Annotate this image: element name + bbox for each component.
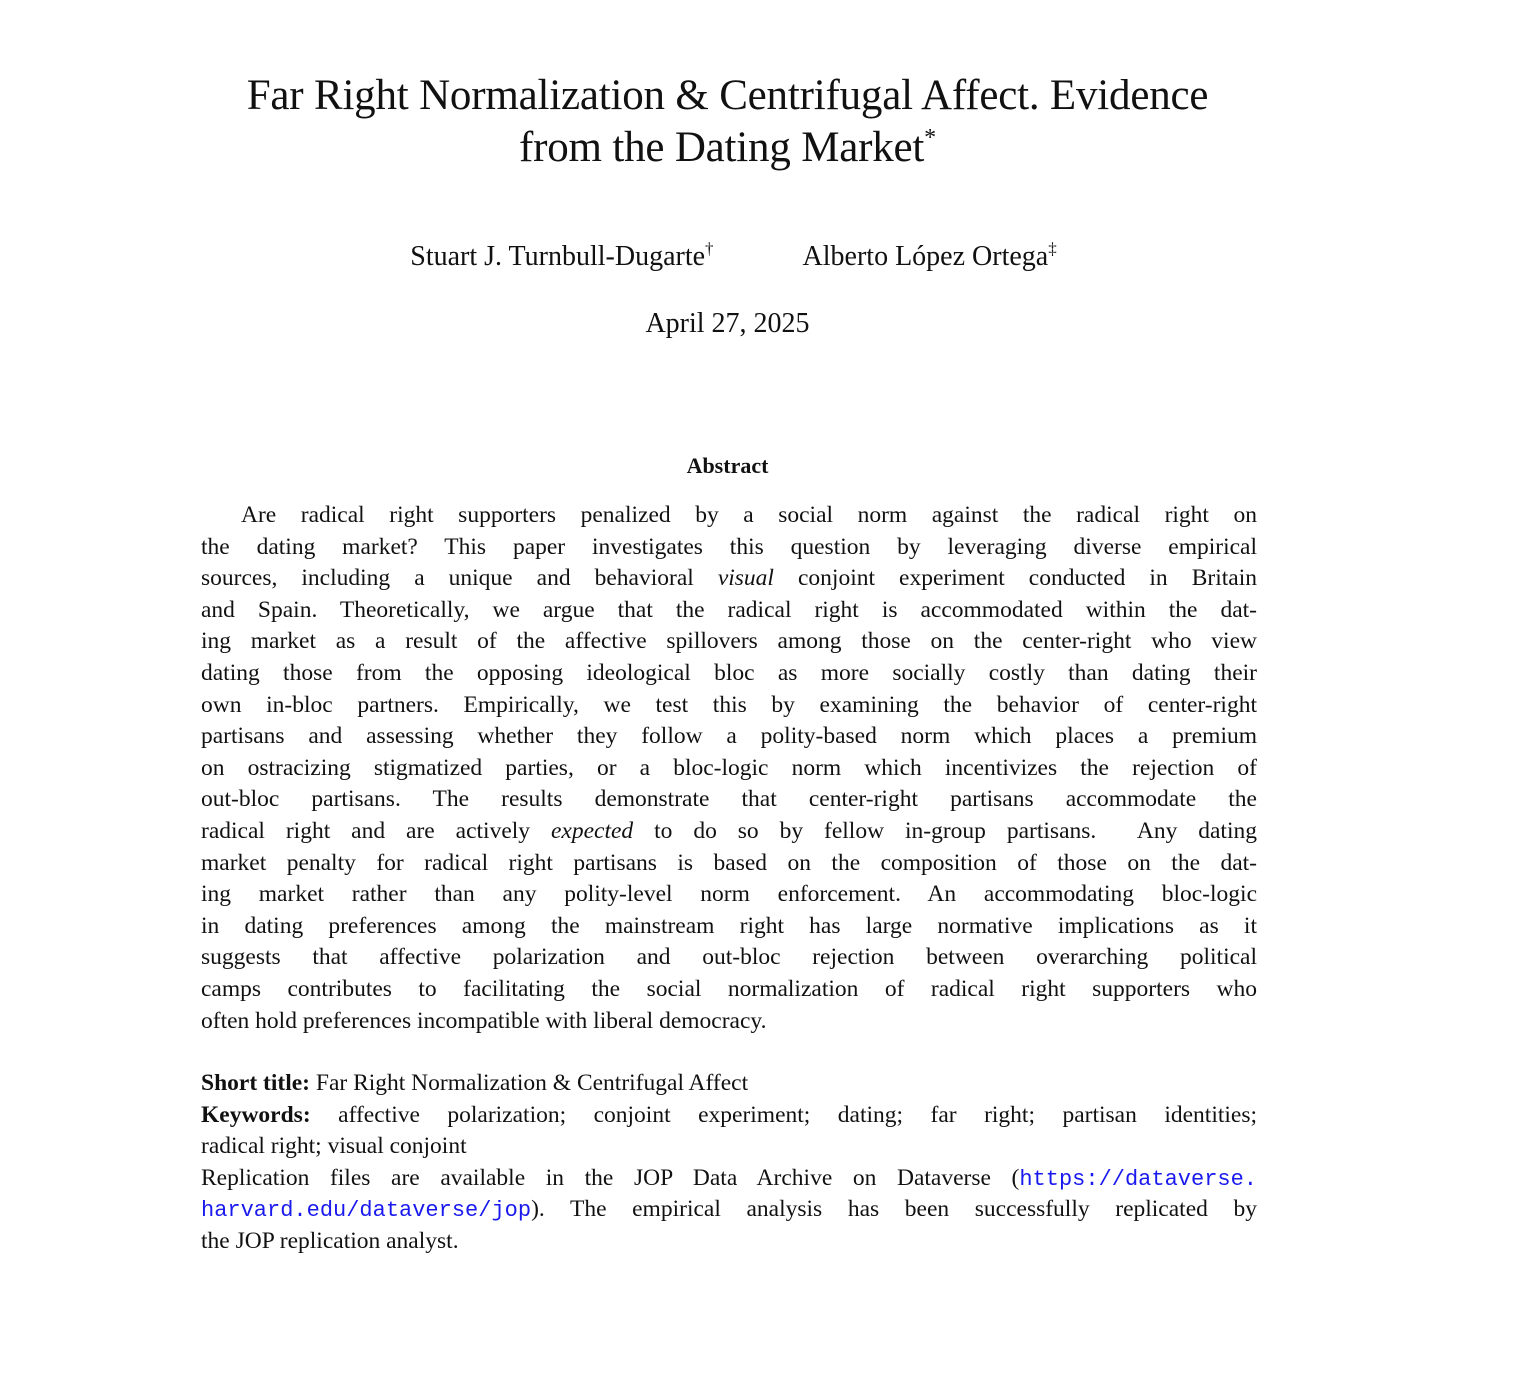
replication-line-3: the JOP replication analyst. [201, 1227, 459, 1254]
keywords-value-1: affective polarization; conjoint experiment; dating; far right; partisan identities; [338, 1101, 1258, 1128]
abstract-line: in dating preferences among the mainstream right has large normative implications as it [201, 912, 1257, 939]
abstract-line: partisans and assessing whether they follow a polity-based norm which places a premium [201, 723, 1257, 750]
abstract-body [201, 500, 1257, 1037]
abstract-line: ing market as a result of the affective spillovers among those on the center-right who view [201, 628, 1257, 655]
author-1-name: Stuart J. Turnbull-Dugarte [410, 241, 706, 272]
title-footnote-mark[interactable]: * [924, 125, 936, 151]
author-list [0, 239, 1467, 275]
abstract-line: suggests that affective polarization and out-bloc rejection between overarching political [201, 944, 1257, 971]
author-2 [803, 239, 1057, 275]
keywords-line-1 [201, 1100, 1257, 1132]
publication-date: April 27, 2025 [645, 308, 810, 339]
paper-title [0, 70, 1455, 174]
title-line-2-text: from the Dating Market [519, 124, 925, 171]
abstract-line: own in-bloc partners. Empirically, we test this by examining the behavior of center-right [201, 691, 1257, 718]
replication-line-1 [201, 1163, 1257, 1195]
short-title-value: Far Right Normalization & Centrifugal Affect [315, 1070, 749, 1096]
dataverse-link-part-2[interactable]: harvard.edu/dataverse/jop [201, 1198, 532, 1224]
keywords-label: Keywords: [201, 1101, 311, 1128]
abstract-line: Are radical right supporters penalized by a social norm against the radical right on [241, 502, 1257, 528]
author-1 [410, 239, 713, 275]
abstract-line: out-bloc partisans. The results demonstrate that center-right partisans accommodate the [201, 786, 1257, 813]
title-line-2 [0, 122, 1455, 174]
abstract-line: ing market rather than any polity-level norm enforcement. An accommodating bloc-logic [201, 881, 1257, 908]
abstract-emphasis: visual [717, 565, 774, 592]
short-title-line [201, 1068, 1257, 1100]
dataverse-link-part-1[interactable]: https://dataverse. [1019, 1166, 1257, 1192]
abstract-line: the dating market? This paper investigates this question by leveraging diverse empirical [201, 533, 1257, 560]
title-line-1: Far Right Normalization & Centrifugal Affect. Evidence [246, 72, 1209, 119]
author-1-footnote-mark[interactable]: † [705, 239, 714, 258]
replication-text-1: Replication files are available in the JOP Data Archive on Dataverse ( [201, 1164, 1020, 1191]
abstract-line: on ostracizing stigmatized parties, or a bloc-logic norm which incentivizes the rejection of [201, 754, 1257, 781]
replication-text-2: ). The empirical analysis has been successfully replicated by [531, 1196, 1257, 1223]
abstract-line: and Spain. Theoretically, we argue that the radical right is accommodated within the dat- [201, 596, 1257, 623]
abstract-line: often hold preferences incompatible with liberal democracy. [201, 1007, 767, 1034]
abstract-line-text: radical right and are actively [201, 817, 551, 844]
abstract-line-text: sources, including a unique and behavioral [201, 565, 718, 592]
author-2-footnote-mark[interactable]: ‡ [1048, 239, 1057, 258]
abstract-emphasis: expected [550, 817, 634, 844]
abstract-heading: Abstract [686, 453, 769, 478]
short-title-label: Short title: [201, 1070, 310, 1096]
abstract-line: camps contributes to facilitating the social normalization of radical right supporters who [201, 975, 1257, 1002]
abstract-line: dating those from the opposing ideological bloc as more socially costly than dating their [201, 659, 1257, 686]
replication-line-2 [201, 1194, 1257, 1226]
paper-metadata [201, 1068, 1257, 1258]
abstract-line [201, 816, 1257, 848]
keywords-line-2: radical right; visual conjoint [201, 1133, 467, 1160]
abstract-line [201, 563, 1257, 595]
author-2-name: Alberto López Ortega [802, 241, 1049, 272]
abstract-line: market penalty for radical right partisans is based on the composition of those on the dat- [201, 849, 1257, 876]
abstract-line-text: to do so by fellow in-group partisans. Any dating [633, 817, 1257, 844]
abstract-line-text: conjoint experiment conducted in Britain [773, 565, 1257, 592]
